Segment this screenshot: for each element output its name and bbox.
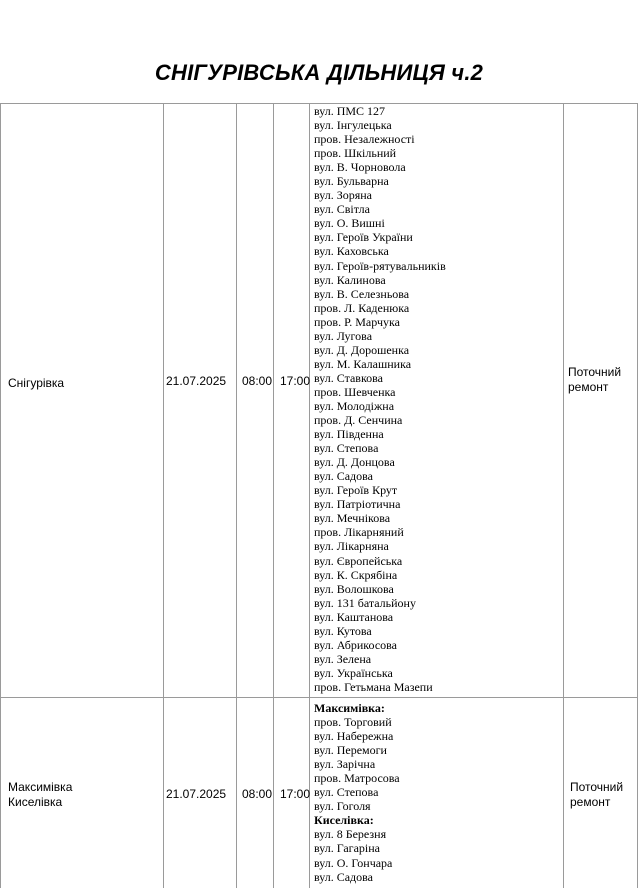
street-item: вул. Українська (314, 665, 393, 680)
street-item: вул. Інгулецька (314, 118, 392, 133)
street-item: вул. Зелена (314, 651, 372, 666)
row-divider (0, 697, 638, 698)
locality-subheader: Киселівка: (314, 813, 374, 828)
street-item: вул. Героїв України (314, 230, 413, 245)
street-item: вул. Степова (314, 785, 379, 800)
street-item: вул. Героїв-рятувальників (314, 258, 446, 273)
street-item: вул. Європейська (314, 553, 403, 568)
reason-cell: Поточний ремонт (568, 365, 622, 394)
streets-list (314, 701, 400, 884)
street-item: вул. В. Селезньова (314, 286, 410, 301)
col-divider (0, 103, 1, 888)
street-item: вул. К. Скрябіна (314, 567, 398, 582)
street-item: вул. Д. Дорошенка (314, 342, 410, 357)
street-item: пров. Гетьмана Мазепи (314, 679, 433, 694)
start-time-cell: 08:00 (242, 787, 273, 801)
street-item: вул. Каштанова (314, 609, 394, 624)
locality-cell: Максимівка Киселівка (8, 780, 73, 809)
street-item: вул. О. Вишні (314, 216, 385, 231)
street-item: вул. Світла (314, 202, 370, 217)
street-item: вул. М. Калашника (314, 356, 412, 371)
street-item: пров. Шкільний (314, 146, 397, 161)
street-item: вул. Каховська (314, 244, 389, 259)
street-item: пров. Р. Марчука (314, 314, 400, 329)
col-divider (309, 103, 310, 888)
street-item: пров. Лікарняний (314, 525, 404, 540)
street-item: вул. Зоряна (314, 188, 372, 203)
street-item: пров. Торговий (314, 715, 392, 730)
date-cell: 21.07.2025 (166, 374, 227, 388)
street-item: вул. Перемоги (314, 743, 387, 758)
street-item: вул. 8 Березня (314, 827, 387, 842)
street-item: вул. Героїв Крут (314, 483, 398, 498)
street-item: пров. Матросова (314, 771, 400, 786)
street-item: вул. Південна (314, 427, 384, 442)
col-divider (563, 103, 564, 888)
street-item: вул. Ставкова (314, 370, 383, 385)
street-item: вул. Лугова (314, 328, 373, 343)
street-item: вул. Д. Донцова (314, 455, 395, 470)
street-item: вул. Степова (314, 441, 379, 456)
street-item: вул. Гоголя (314, 799, 371, 814)
street-item: вул. Зарічна (314, 757, 376, 772)
street-item: вул. 131 батальйону (314, 595, 416, 610)
street-item: вул. Кутова (314, 623, 372, 638)
street-item: вул. Молодіжна (314, 398, 395, 413)
col-divider (163, 103, 164, 888)
end-time-cell: 17:00 (280, 787, 311, 801)
street-item: пров. Д. Сенчина (314, 413, 403, 428)
reason-cell: Поточний ремонт (570, 780, 624, 809)
street-item: вул. Лікарняна (314, 539, 389, 554)
street-item: пров. Л. Каденюка (314, 300, 410, 315)
end-time-cell: 17:00 (280, 374, 311, 388)
col-divider (236, 103, 237, 888)
street-item: вул. Патріотична (314, 497, 401, 512)
street-item: пров. Шевченка (314, 384, 396, 399)
col-divider (273, 103, 274, 888)
locality-cell: Снігурівка (8, 376, 65, 390)
street-item: вул. В. Чорновола (314, 160, 406, 175)
street-item: вул. Мечнікова (314, 511, 391, 526)
street-item: вул. Калинова (314, 272, 386, 287)
street-item: вул. Садова (314, 469, 373, 484)
street-item: вул. Гагаріна (314, 841, 381, 856)
street-item: вул. Волошкова (314, 581, 394, 596)
street-item: вул. ПМС 127 (314, 104, 386, 118)
streets-list (314, 104, 446, 694)
street-item: вул. Абрикосова (314, 637, 397, 652)
date-cell: 21.07.2025 (166, 787, 227, 801)
page-title: СНІГУРІВСЬКА ДІЛЬНИЦЯ ч.2 (154, 60, 484, 85)
street-item: вул. Бульварна (314, 174, 389, 189)
locality-subheader: Максимівка: (314, 701, 385, 715)
start-time-cell: 08:00 (242, 374, 273, 388)
street-item: пров. Незалежності (314, 132, 415, 147)
street-item: вул. Садова (314, 869, 373, 884)
street-item: вул. Набережна (314, 729, 394, 744)
street-item: вул. О. Гончара (314, 855, 393, 870)
